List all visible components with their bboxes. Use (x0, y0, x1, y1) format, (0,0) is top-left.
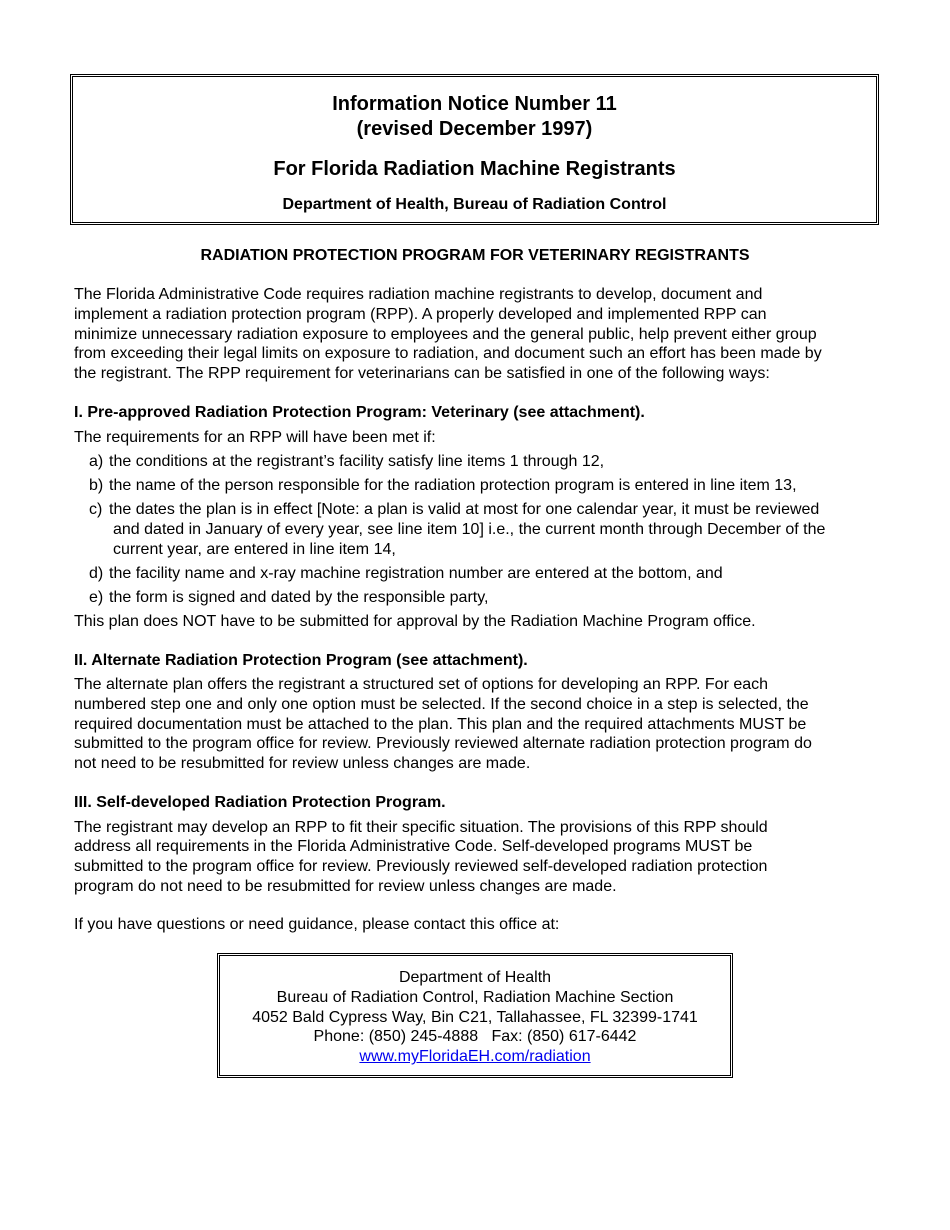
intro-line: The Florida Administrative Code requires radiation machine registrants to develop, document and (74, 286, 763, 303)
list-item (89, 476, 889, 496)
intro-line: minimize unnecessary radiation exposure to employees and the general public, help prevent either group (74, 326, 817, 343)
list-item-text: the conditions at the registrant’s facility satisfy line items 1 through 12, (109, 453, 605, 470)
list-item-label: d) (89, 565, 104, 582)
contact-box (217, 953, 733, 1078)
section-2-line: not need to be resubmitted for review unless changes are made. (74, 755, 531, 772)
list-item-text: the name of the person responsible for the radiation protection program is entered in line item 13, (109, 477, 797, 494)
section-3-title: III. Self-developed Radiation Protection Program. (74, 794, 446, 811)
section-2-title: II. Alternate Radiation Protection Program (see attachment). (74, 652, 528, 669)
list-item-continuation: current year, are entered in line item 14, (113, 541, 396, 558)
header-box (70, 74, 879, 225)
section-3-line: program do not need to be resubmitted for review unless changes are made. (74, 878, 617, 895)
list-item (89, 452, 889, 472)
page-title: RADIATION PROTECTION PROGRAM FOR VETERINARY REGISTRANTS (200, 247, 750, 264)
contact-address: 4052 Bald Cypress Way, Bin C21, Tallahassee, FL 32399-1741 (252, 1008, 698, 1026)
revision-date: (revised December 1997) (356, 118, 593, 140)
notice-number-title: Information Notice Number 11 (332, 93, 617, 115)
list-item-label: e) (89, 589, 104, 606)
section-3-line: submitted to the program office for review. Previously reviewed self-developed radiation protection (74, 858, 768, 875)
audience-title: For Florida Radiation Machine Registrants (273, 158, 676, 180)
intro-line: the registrant. The RPP requirement for veterinarians can be satisfied in one of the following ways: (74, 365, 770, 382)
section-3-line: The registrant may develop an RPP to fit their specific situation. The provisions of this RPP should (74, 819, 768, 836)
contact-intro: If you have questions or need guidance, please contact this office at: (74, 916, 560, 933)
list-item (89, 588, 889, 608)
list-item-label: c) (89, 501, 103, 518)
list-item (89, 564, 889, 584)
section-2-line: submitted to the program office for review. Previously reviewed alternate radiation protection program do (74, 735, 812, 752)
list-item (89, 500, 889, 520)
section-2-line: The alternate plan offers the registrant a structured set of options for developing an RPP. For each (74, 676, 769, 693)
contact-phone-fax: Phone: (850) 245-4888 Fax: (850) 617-6442 (313, 1028, 637, 1046)
department-name: Department of Health, Bureau of Radiation Control (282, 196, 667, 213)
website-link[interactable]: www.myFloridaEH.com/radiation (359, 1048, 591, 1066)
list-item-text: the form is signed and dated by the responsible party, (109, 589, 489, 606)
list-item-label: b) (89, 477, 104, 494)
contact-section: Bureau of Radiation Control, Radiation Machine Section (276, 988, 674, 1006)
list-item-text: the dates the plan is in effect [Note: a plan is valid at most for one calendar year, it must be reviewed (109, 501, 820, 518)
section-1-title: I. Pre-approved Radiation Protection Program: Veterinary (see attachment). (74, 404, 645, 421)
list-item-text: the facility name and x-ray machine registration number are entered at the bottom, and (109, 565, 723, 582)
section-2-line: required documentation must be attached to the plan. This plan and the required attachments MUST be (74, 716, 807, 733)
section-1-lead: The requirements for an RPP will have been met if: (74, 429, 436, 446)
section-3-line: address all requirements in the Florida Administrative Code. Self-developed programs MUST be (74, 838, 753, 855)
intro-line: from exceeding their legal limits on exposure to radiation, and document such an effort has been made by (74, 345, 822, 362)
list-item-continuation: and dated in January of every year, see line item 10] i.e., the current month through December of the (113, 521, 826, 538)
section-2-line: numbered step one and only one option must be selected. If the second choice in a step is selected, the (74, 696, 809, 713)
list-item-label: a) (89, 453, 104, 470)
contact-org: Department of Health (398, 969, 552, 986)
section-1-closing: This plan does NOT have to be submitted for approval by the Radiation Machine Program office. (74, 613, 756, 630)
intro-line: implement a radiation protection program (RPP). A properly developed and implemented RPP can (74, 306, 767, 323)
